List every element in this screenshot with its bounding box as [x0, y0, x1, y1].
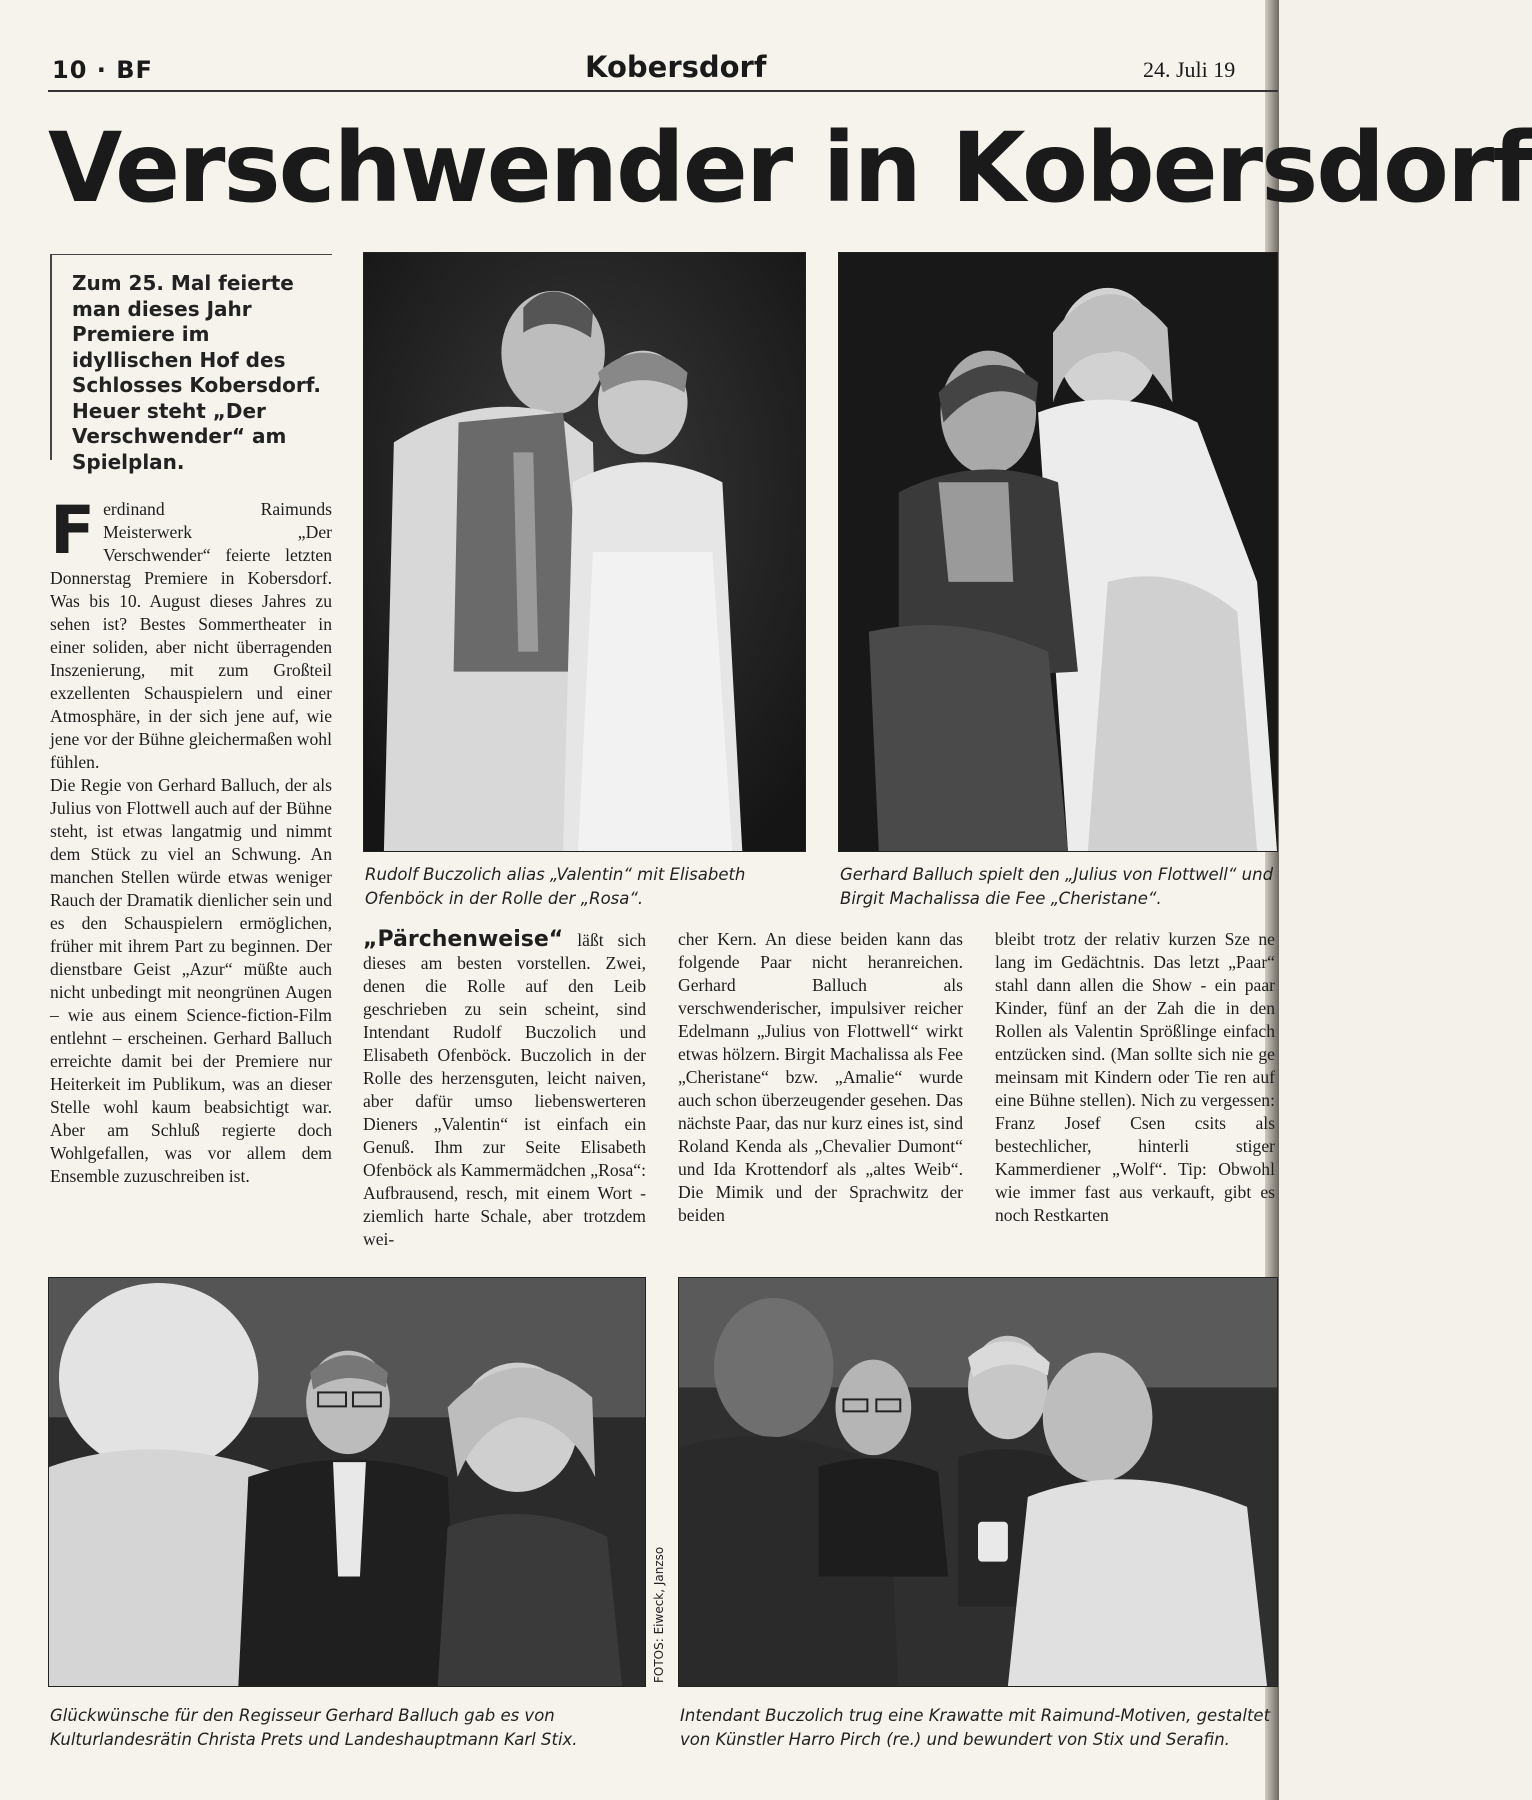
article-column-2-text: läßt sich dieses am besten vorstellen. Zwei, denen die Rolle auf den Leib geschrieben zu sein scheint, sind Intendant Rudolf Buczolich und Elisabeth Ofenböck. Buczolich in der Rolle des herzensguten, leicht naiven, aber dafür umso liebenswerteren Dieners „Valentin“ ist einfach ein Genuß. Ihm zur Seite Elisabeth Ofenböck als Kammermädchen „Rosa“: Aufbrausend, resch, mit einem Wort - ziemlich harte Schale, aber trotzdem wei- — [363, 930, 646, 1249]
photo-3-image — [49, 1278, 645, 1686]
photo-buczolich-ofenboeck — [363, 252, 806, 852]
issue-date: 24. Juli 19 — [1143, 57, 1236, 82]
article-column-1 — [50, 492, 332, 1268]
photo-2-image — [839, 253, 1277, 851]
lead-box — [50, 254, 332, 474]
dropcap: F — [50, 492, 96, 569]
photo-buczolich-tie — [678, 1277, 1278, 1687]
header-divider — [48, 90, 1278, 92]
photo-credit: FOTOS: Eiweck, Janzso — [652, 1546, 666, 1683]
headline: Verschwender in Kobersdorf — [48, 112, 1532, 224]
article-column-4 — [995, 928, 1275, 1270]
article-column-3 — [678, 928, 963, 1270]
article-column-3-text: cher Kern. An diese beiden kann das folgende Paar nicht heranreichen. Gerhard Balluch als verschwenderischer, impulsiver reicher Edelmann „Julius von Flottwell“ wirkt etwas hölzern. Birgit Machalissa als Fee „Cheristane“ bzw. „Amalie“ wurde auch schon überzeugender gesehen. Das nächste Paar, das nur kurz eines ist, sind Roland Kenda als „Chevalier Dumont“ und Ida Krottendorf als „altes Weib“. Die Mimik und der Sprachwitz der beiden — [678, 929, 963, 1225]
caption-photo-2: Gerhard Balluch spielt den „Julius von Flottwell“ und Birgit Machalissa die Fee „Cheristane“. — [840, 865, 1274, 908]
subheading: „Pärchenweise“ — [363, 927, 564, 952]
caption-photo-4: Intendant Buczolich trug eine Krawatte mit Raimund-Motiven, gestaltet von Künstler Harro Pirch (re.) und bewundert von Stix und Serafin. — [680, 1706, 1271, 1749]
article-column-2 — [363, 928, 646, 1270]
caption-photo-3: Glückwünsche für den Regisseur Gerhard Balluch gab es von Kulturlandesrätin Christa Prets und Landeshauptmann Karl Stix. — [50, 1706, 578, 1749]
page-number-section: 10 · BF — [52, 56, 153, 84]
article-paragraph-1: erdinand Raimunds Meisterwerk „Der Verschwender“ feierte letzten Donnerstag Premiere in Kobersdorf. Was bis 10. August dieses Jahres zu sehen ist? Bestes Sommertheater in einer soliden, aber nicht überragenden Inszenierung, mit zum Großteil exzellenten Schauspielern und einer Atmosphäre, in der sich jene auf, wie jene vor der Bühne gleichermaßen wohl fühlen. — [50, 499, 332, 772]
article-column-4-text: bleibt trotz der relativ kurzen Sze ne lang im Gedächtnis. Das letzt „Paar“ stahl dann allen die Show - ein paar Kinder, fünf an der Zah die in den Rollen als Valentin Sprößlinge einfach entzücken sind. (Man sollte sich nie ge meinsam mit Kindern oder Tie ren auf eine Bühne stellen). Nich zu vergessen: Franz Josef Csen csits als bestechlicher, hinterli stiger Kammerdiener „Wolf“. Tip: Obwohl wie immer fast aus verkauft, gibt es noch Restkarten — [995, 929, 1275, 1225]
photo-4-image — [679, 1278, 1277, 1686]
caption-photo-1: Rudolf Buczolich alias „Valentin“ mit Elisabeth Ofenböck in der Rolle der „Rosa“. — [365, 865, 746, 908]
section-location: Kobersdorf — [585, 50, 767, 84]
photo-congratulations-balluch — [48, 1277, 646, 1687]
lead-text: Zum 25. Mal feierte man dieses Jahr Premiere im idyllischen Hof des Schlosses Kobersdorf. Heuer steht „Der Verschwender“ am Spielplan. — [72, 271, 321, 474]
photo-1-image — [364, 253, 805, 851]
photo-balluch-machalissa — [838, 252, 1278, 852]
article-paragraph-2: Die Regie von Gerhard Balluch, der als Julius von Flottwell auch auf der Bühne steht, ist etwas langatmig und nimmt dem Stück zu viel an Schwung. An manchen Stellen würde etwas weniger Rauch der Dramatik dienlicher sein und es den Schauspielern ermöglichen, früher mit ihrem Part zu beginnen. Der dienstbare Geist „Azur“ müßte auch nicht unbedingt mit neongrünen Augen – wie aus einem Science-fiction-Film entlehnt – erscheinen. Gerhard Balluch erreichte damit bei der Premiere nur Heiterkeit im Publikum, was an dieser Stelle wohl kaum beabsichtigt war. Aber am Schluß regierte doch Wohlgefallen, was vor allem dem Ensemble zuzuschreiben ist. — [50, 775, 332, 1186]
